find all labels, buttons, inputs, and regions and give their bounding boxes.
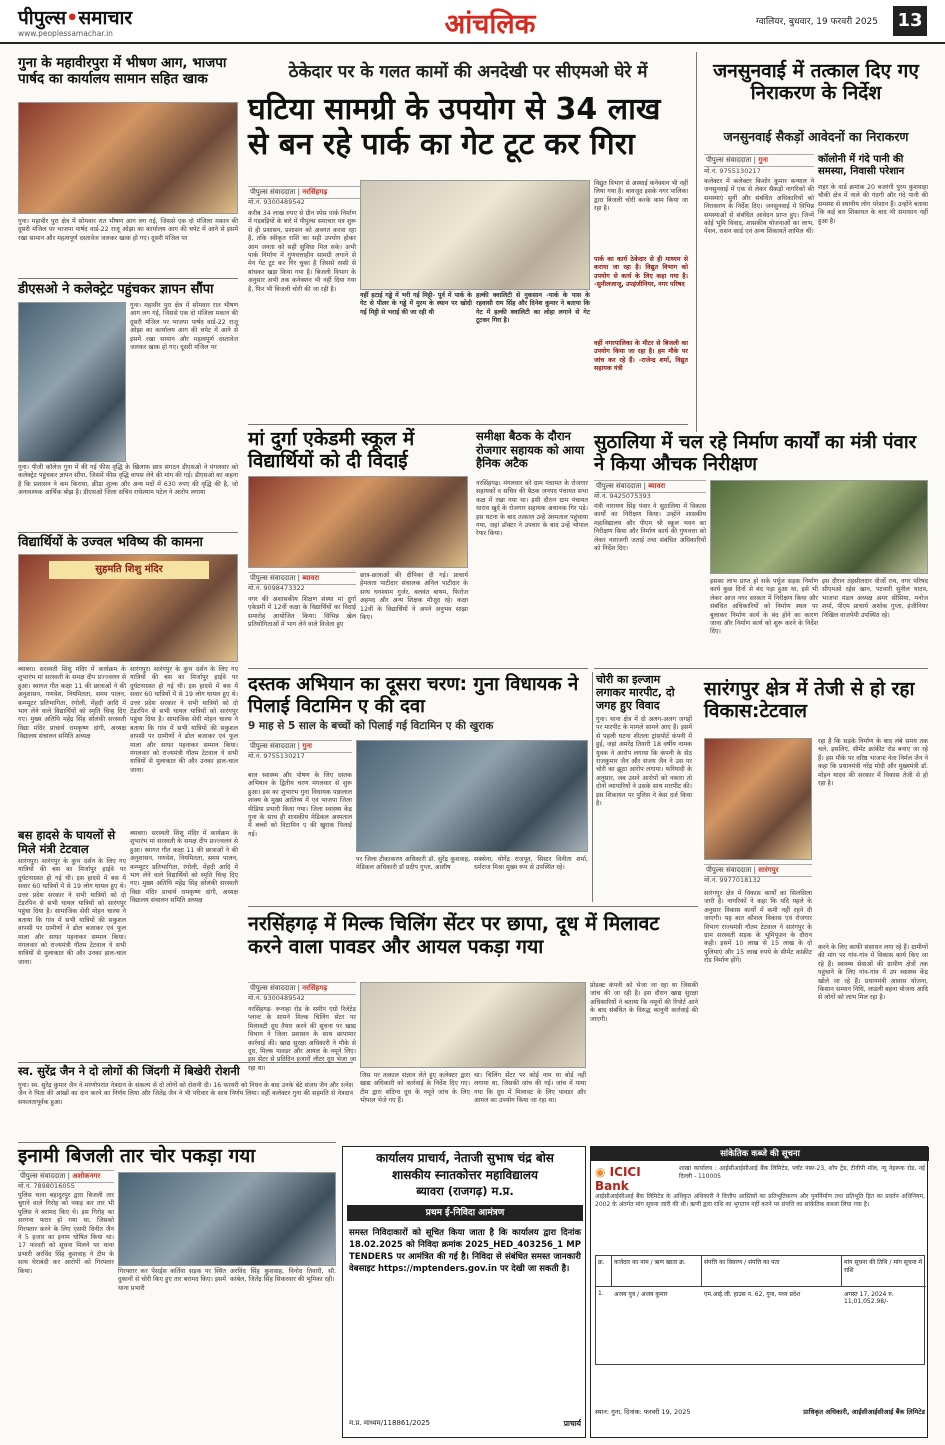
- dateline: ग्वालियर, बुधवार, 19 फरवरी 2025: [755, 17, 878, 27]
- byline-wire-thief: पीपुल्स संवाददाता | अशोकनगर: [18, 1170, 114, 1183]
- bank-name: ICICI Bank: [595, 1165, 641, 1193]
- byline-place: नरसिंहगढ़: [302, 984, 328, 992]
- byline-mobile: मो.नं. 9300489542: [248, 994, 305, 1002]
- photo-milk: [360, 982, 586, 1068]
- byline-mobile: मो.नं. 9977018132: [704, 876, 761, 884]
- byline-mobile: मो.नं. 9425075393: [594, 492, 651, 500]
- photo-fire: [18, 102, 238, 214]
- story-farewell-col2: छात्र-छात्राओं की दीपिका दी गई। प्राचार्य हेमलता पाटीदार संचालक अनिल पाटीदार के साथ घनश्याम गुर्जर, बलवंत बाथम, फिरोज अहमद और अन्य शिक्षक मौजूद रहे। कक्षा 12वीं के विद्यार्थियों ने अपने अनुभव साझा किए।: [360, 572, 468, 622]
- quote-sunil: पार्क का कार्य ठेकेदार से ही माध्यम से कराया जा रहा है। विद्युत विभाग को उपयोग से कार्य के लिए कहा गया है। -सुनीलजाजू, उपइंजीनियर, नगर परिषद: [594, 256, 688, 289]
- logo-dot-icon: •: [66, 7, 79, 29]
- logo-left: पीपुल्स: [18, 7, 67, 29]
- byline-sarangpur: पीपुल्स संवाददाता | सारंगपुर: [704, 864, 812, 877]
- headline-dso: डीएसओ ने कलेक्ट्रेट पहुंचकर ज्ञापन सौंपा: [18, 282, 214, 297]
- story-heart-attack: नरसिंहगढ़। मंगलवार को ग्राम पंचायत के रोजगार सहायकों व सचिव की बैठक जनपद पंचायत सभा कक्ष में रखा गया था। इसी दौरान ग्राम पंचायत धाराव खुर्द के रोजगार सहायक अचानक गिर पड़े। इस घटना के बाद तत्काल उन्हें अस्पताल पहुंचाया गया, जहां डॉक्टर ने उपचार के बाद उन्हें भोपाल रेफर किया।: [476, 480, 588, 538]
- tender-notice: [342, 1146, 586, 1438]
- tender-title: प्रथम ई-निविदा आमंत्रण: [347, 1205, 583, 1221]
- story-wire-col2: गिरफ्तार कर पेंसर्ड्स कर्तिवा सड़क पर स्थित दुकानों से चोरी किए हुए तार बरामद किए। इसमें थाना प्रभारी: [118, 1268, 226, 1292]
- quote-rajendra: वहीं नगरपालिका के मीटर से बिजली का उपयोग किया जा रहा है। हम मौके पर जांच कर रहे हैं। -राजेन्द्र शर्मा, विद्युत सहायक यंत्री: [594, 340, 688, 373]
- td-demand: अगस्त 17, 2024 रु. 11,01,052.98/-: [844, 1291, 894, 1305]
- logo-right: समाचार: [78, 7, 133, 29]
- photo-dastak: [356, 740, 588, 852]
- story-bus-col2: ब्याबरा। सरस्वती शिशु मंदिर में कार्यक्रम के शुभारंभ मां सरस्वती के समक्ष दीप प्रज्ज्वलन से हुआ। स्वागत गीत कक्षा 11 की छात्राओं ने की अनुशासन, गणवेश, नियमितता, समय पालन, कम्प्यूटर प्रतिभागिता, रंगोली, मेंहदी आदि में भाग लेने वाले विद्यार्थियों को स्मृति चिन्ह दिए गए। मुख्य अतिथि महेंद्र सिंह सोलंकी सरस्वती विद्या मंदिर प्राचार्य रामकृष्ण दांगी, अध्यक्ष विद्यालय संचालन समिति अध्यक्ष: [130, 830, 238, 905]
- story-dso-col2: गुना। महावीर पुरा क्षेत्र में सोमवार रात भीषण आग लग गई, जिससे एक दो मंजिला मकान की दूसरी मंजिल पर भाजपा पार्षद वार्ड-22 राजू ओझा का कार्यालय आग की चपेट में आने से इसमें रखा सामान और महत्वपूर्ण दस्तावेज जलकर खाक हो गए। दूसरी मंजिल पर: [130, 302, 238, 352]
- th-demand: मांग सूचना की तिथि / मांग सूचना में राशि: [844, 1259, 923, 1274]
- byline-park: पीपुल्स संवाददाता | नरसिंहगढ़: [248, 186, 438, 199]
- story-milk-col2: जिस पर तत्काल संज्ञान लेते हुए कलेक्टर द्वारा खाद्य अधिकारी को कार्रवाई के निर्देश दिए गए। टीम द्वारा संदिग्ध दूध के नमूने जांच के लिए भोपाल भेजे गए हैं।: [360, 1072, 470, 1105]
- story-dastak-col3: सक्सेना, योगेंद्र राजपूत, सिस्टर विनीता शर्मा, धर्मराज मिश्रा मुख्य रूप से उपस्थित रहे।: [474, 856, 588, 872]
- caption-soil: नहीं हटाई गड्ढे में भरी गई मिट्टी- पूर्व में पार्क के गेट से पीलर के गड्ढे में मुरम के स्थान पर खोदी गई मिट्टी से भराई की जा रही थी: [360, 292, 472, 316]
- th-borrower: कर्जदार का नाम / ऋण खाता क्र.: [612, 1256, 702, 1286]
- headline-farewell: मां दुर्गा एकेडमी स्कूल में विद्यार्थियों को दी विदाई: [248, 428, 415, 473]
- byline-milk: पीपुल्स संवाददाता | नरसिंहगढ़: [248, 982, 356, 995]
- story-theft-assault: गुना। थाना क्षेत्र में दो अलग-अलग जगहों पर मारपीट के मामले सामने आए हैं। इसमें से पहली घटना शीतला ट्रांसपोर्ट कंपनी में हुई, जहां अमरेंद्र तिवारी 18 वर्षीय नामक युवक ने आरोप लगाया कि कंपनी के सेठ राजकुमार जैन और संजय जैन ने उस पर चोरी का झूठा आरोप लगाया। फरियादी के अनुसार, जब उसने आरोपों को नकारा तो दोनों व्यापारियों ने उसके साथ मारपीट की। इस शिकायत पर पुलिस ने केस दर्ज किया है।: [596, 716, 692, 808]
- byline-place: ब्यावरा: [302, 574, 320, 582]
- tender-sign: प्राचार्य: [563, 1419, 581, 1428]
- story-wire-body: पुलिस थाना बहादुरपुर द्वारा बिजली तार चुराने वाले गिरोह को पकड़ कर तार भी पुलिस ने बरामद किए थे। इस गिरोह का सरगना फरार हो गया था, जिसको गिरफ्तार करने के लिए एसपी विनीत जैन ने 5 हजार का इनाम घोषित किया था। 17 फरवरी को सूचना मिलने पर थाना प्रभारी अरविंद सिंह कुशवाह ने टीम के साथ घेराबंदी कर आरोपी को गिरफ्तार किया।: [18, 1192, 114, 1275]
- headline-inspection: सुठालिया में चल रहे निर्माण कार्यों का मंत्री पंवार ने किया औचक निरीक्षण: [594, 432, 917, 475]
- td-sno: 1.: [598, 1290, 604, 1297]
- story-wire-col3: अरविंद सिंह कुशवाह, विनोद तिवारी, सौ. कांबेल, जितेंद्र सिंह सिकरवार की भूमिका रही।: [230, 1268, 336, 1284]
- story-sarangpur-col1: सारंगपुर क्षेत्र में विकास कार्यों का सिलसिला जारी है। नागरिकों ने कहा कि यदि पहले के अनुसार विकास कार्यों में कमी नहीं रहने दी जाएगी। यह बात कौशल विकास एवं रोजगार विभाग राज्यमंत्री गौतम टेटवाल ने सारंगपुर के ग्राम सरस्वती सड़क के भूमिपूजन के दौरान कही। इसमें 10 लाख से 15 लाख के दो पुलियाएं और 15 लाख रुपये के सीमेंट कांक्रीट रोड निर्माण होंगे।: [704, 890, 812, 965]
- photo-sarangpur: [704, 738, 812, 860]
- bank-body: आईसीआईसीआई बैंक लिमिटेड के अधिकृत अधिकारी ने वित्तीय आस्तियों का प्रतिभूतिकरण और पुनर्निर्माण तथा प्रतिभूति हित का प्रवर्तन अधिनियम, 2002 के अंतर्गत मांग सूचना जारी की थी। ऋणी द्वारा राशि का भुगतान नहीं करने पर संपत्ति का सांकेतिक कब्जा लिया गया है।: [595, 1193, 925, 1208]
- byline-mobile: मो.नं. 9755130217: [704, 167, 761, 175]
- photo-farewell: [248, 476, 468, 568]
- story-inspection-col1: मंत्री नारायण सिंह पंवार ने सुठालिया में विकास कार्यों का निरीक्षण किया। उन्होंने शासकीय महाविद्यालय और पीएम श्री स्कूल भवन का निरीक्षण किया और निर्माण कार्य की गुणवत्ता को लेकर नाराजगी जताई तथा संबंधित अधिकारियों को निर्देश दिए।: [594, 503, 706, 553]
- tender-place: ब्यावरा (राजगढ़) म.प्र.: [416, 1184, 514, 1198]
- story-dastak-col2: पर जिला टीकाकरण अधिकारी डॉ. सुरेंद्र कुशवाह, मेडिकल अधिकारी डॉ प्रदीप गुप्ता, आशीष: [356, 856, 470, 872]
- story-milk-col4: प्रोडक्ट कंपनी को भेजा जा रहा था जिसकी जांच की जा रही है। इस दौरान खाद्य सुरक्षा अधिकारियों ने बताया कि नमूनों की रिपोर्ट आने के बाद संबंधित के विरुद्ध कानूनी कार्रवाई की जाएगी।: [590, 982, 698, 1023]
- story-farewell-col1: नगर की अशासकीय शिक्षण संस्था मां दुर्गा एकेडमी में 12वीं कक्षा के विद्यार्थियों का विदाई समारोह आयोजित किया। विभिन्न खेल प्रतियोगिताओं में भाग लेने वाले विजेता हुए: [248, 596, 356, 629]
- story-inspection-col3: इस दौरान तहसीलदार वीर्जो राय, नगर परिषद सीएमओ रईस खान, पटवारी सुनील यादव, भाजपा मंडल अध्यक्ष अमर सीसिया, मनोज शर्मा, पीएम प्राचार्य अशोक गुप्ता, इंजीनियर निखिल वाजपेयी उपस्थित रहे।: [822, 578, 928, 619]
- story-milk-col3: था। चिलिंग सेंटर पर कोई नाम या बोर्ड नहीं लगाया था, जिसकी जांच की गई। जांच में पाया गया कि दूध में मिलावट के लिए पावडर और आयल का उपयोग किया जा रहा था।: [474, 1072, 586, 1105]
- section-title: आंचलिक: [444, 9, 536, 40]
- byline-place: नरसिंहगढ़: [302, 188, 328, 196]
- th-sno: क्र.: [596, 1256, 612, 1286]
- byline-name: पीपुल्स संवाददाता: [706, 866, 752, 874]
- bank-table: [595, 1255, 925, 1365]
- bank-footer: स्थान: गुना, दिनांक: फरवरी 19, 2025: [595, 1408, 691, 1416]
- subhead-dirty-water: कॉलोनी में गंदे पानी की समस्या, निवासी परेशान: [818, 154, 905, 177]
- byline-place: अशोकनगर: [72, 1172, 101, 1180]
- td-borrower: अजय पुत्र / अजय कुमार: [614, 1291, 668, 1298]
- story-bus-body: सारंगपुर। सारंगपुर के कुंभ दर्शन के लिए गए यात्रियों की बस का मिर्जापुर हाईवे पर दुर्घटनाग्रस्त हो गई थी। इस हादसे में बस में सवार 60 यात्रियों में से 19 लोग घायल हुए थे। उत्तर प्रदेश सरकार ने सभी यात्रियों को दो टेंडरपिन से सभी घायल यात्रियों को सारंगपुर पहुंचा दिया है। सामाजिक सेवी मोहन चाल्स ने बताया कि गांव में सभी यात्रियों की सकुशल वापसी पर ग्रामीणों ने ढोल बजाकर एवं फूल माला और साफा पहनाकर सम्मान किया। मंगलवार को राज्यमंत्री गौतम टेटवाल ने सभी यात्रियों से मुलाकात की और उनका हाल-चाल जाना।: [18, 858, 126, 966]
- tender-college: शासकीय स्नातकोत्तर महाविद्यालय: [392, 1168, 538, 1182]
- headline-sarangpur: सारंगपुर क्षेत्र में तेजी से हो रहा विकास:टेटवाल: [704, 678, 915, 723]
- photo-park-gate: [360, 180, 590, 290]
- headline-bus-accident: बस हादसे के घायलों से मिले मंत्री टेटवाल: [18, 828, 116, 856]
- subhead-dastak: 9 माह से 5 साल के बच्चों को पिलाई गई विटामिन ए की खुराक: [248, 720, 494, 732]
- byline-inspection: पीपुल्स संवाददाता | ब्यावरा: [594, 480, 706, 493]
- headline-students: विद्यार्थियों के उज्वल भविष्य की कामना: [18, 535, 203, 550]
- headline-jansunwai: जनसुनवाई में तत्काल दिए गए निराकरण के निर्देश: [713, 60, 919, 105]
- story-students-col2: सारंगपुर। सारंगपुर के कुंभ दर्शन के लिए गए यात्रियों की बस का मिर्जापुर हाईवे पर दुर्घटनाग्रस्त हो गई थी। इस हादसे में बस में सवार 60 यात्रियों में से 19 लोग घायल हुए थे। उत्तर प्रदेश सरकार ने सभी यात्रियों को दो टेंडरपिन से सभी घायल यात्रियों को सारंगपुर पहुंचा दिया है। सामाजिक सेवी मोहन चाल्स ने बताया कि गांव में सभी यात्रियों की सकुशल वापसी पर ग्रामीणों ने ढोल बजाकर एवं फूल माला और साफा पहनाकर सम्मान किया। मंगलवार को राज्यमंत्री गौतम टेटवाल ने सभी यात्रियों से मुलाकात की और उनका हाल-चाल जाना।: [130, 666, 238, 774]
- bank-notice: [590, 1146, 928, 1438]
- byline-mobile: मो.नं. 9098473322: [248, 584, 305, 592]
- tender-body: समस्त निविदाकारों को सूचित किया जाता है कि कार्यालय द्वारा दिनांक 18.02.2025 को निविदा क्रमांक 2025_HED_403256_1 MP TENDERS पर आमंत्रित की गई है। निविदा से संबंधित समस्त जानकारी वेबसाइट https://mptenders.gov.in पर देखी जा सकती है।: [349, 1228, 581, 1274]
- story-jansunwai-col1: कलेक्टर में कलेक्टर किशोर कुमार कन्याल ने जनसुनवाई में एक से लेकर सैकड़ों नागरिकों की समस्याएं सुनीं और संबंधित अधिकारियों को निराकरण के निर्देश दिए। जनसुनवाई में विभिन्न समस्याओं से संबंधित आवेदन प्राप्त हुए। जिन्में कोई भूमि विवाद, शासकीय योजनाओं का लाभ, पेंशन, राशन कार्ड एवं अन्य शिकायतें शामिल थीं।: [704, 178, 814, 236]
- byline-name: पीपुल्स संवाददाता: [706, 156, 752, 164]
- byline-dastak: पीपुल्स संवाददाता | गुना: [248, 740, 352, 753]
- story-students-col1: ब्याबरा। सरस्वती शिशु मंदिर में कार्यक्रम के शुभारंभ मां सरस्वती के समक्ष दीप प्रज्ज्वलन से हुआ। स्वागत गीत कक्षा 11 की छात्राओं ने की अनुशासन, गणवेश, नियमितता, समय पालन, कम्प्यूटर प्रतिभागिता, रंगोली, मेंहदी आदि में भाग लेने वाले विद्यार्थियों को स्मृति चिन्ह दिए गए। मुख्य अतिथि महेंद्र सिंह सोलंकी सरस्वती विद्या मंदिर प्राचार्य रामकृष्ण दांगी, अध्यक्ष विद्यालय संचालन समिति अध्यक्ष: [18, 666, 126, 741]
- story-park-col1: करीब 34 लाख रुपए से ग्रीन स्पेस पार्क निर्माण में गड़बड़ियों के बारे में पीपुल्स समाचार पत्र शुरू से ही प्रशासन, प्रशासन को अवगत करवा रहा है, तकि स्वीकृत राशि का सही उपयोग होकर आम जनता को सही सुविधा मिल सके। अभी पार्क निर्माण में गुणवत्ताहीन सामग्री लगाने से मेन गेट टूट कर गिर चुका है जिससे रस्सी से बांधकर खड़ा किया गया है। बिजली विभाग के अनुसार अभी तक कनेक्शन भी नहीं दिया गया है, फिर भी बिजली चोरी की जा रही है।: [248, 210, 356, 293]
- byline-name: पीपुल्स संवाददाता: [250, 742, 296, 750]
- td-property: एम.आई.जी. हाउस न. 62, गुना, मध्य प्रदेश: [704, 1291, 801, 1298]
- photo-police-arrest: [118, 1172, 336, 1266]
- story-milk-col1: नरसिंहगढ़- रूनाहा रोड के समीप एग्रो रिलेटेड प्लान्ट के सामने मिल्क चिलिंग सेंटर पर मिलावटी दूध तैयार करने की सूचना पर खाद्य विभाग ने जिला प्रशासन के साथ छापामार कार्रवाई की। खाद्य सुरक्षा अधिकारी ने मौके से दूध, मिल्क पावडर और आयल के नमूने लिए। इस सेंटर से प्रतिदिन हजारों लीटर दूध भेजा जा रहा था।: [248, 1006, 356, 1072]
- caption-quality: हल्की क्वालिटी से नुकसान -पार्क के पास के रहवासी राम सिंह और दिनेश कुमार ने बताया कि गेट में हल्की क्वालिटी का लोहा लगाने से गेट टूटकर गिरा है।: [476, 292, 590, 325]
- byline-name: पीपुल्स संवाददाता: [250, 574, 296, 582]
- website-link[interactable]: www.peoplessamachar.in: [18, 29, 113, 38]
- story-dso-body: गुना। पीजी कॉलेज गुना में की गई फीस वृद्धि के खिलाफ छात्र संगठन डीएसओ ने मंगलवार को कलेक्ट्रेट पहुंचकर ज्ञापन सौंपा, जिसमें फीस वृद्धि वापस लेने की मांग की गई। डीएसओ का कहना है कि प्रशासन ने कम किराया, क्रीडा शुल्क और अन्य मदों में 630 रुपए की वृद्धि की है, जो अनावश्यक आर्थिक बोझ है। डीएसओ जिला सचिव राधेश्याम पटेल ने आरोप लगाया: [18, 464, 238, 497]
- byline-jansunwai: पीपुल्स संवाददाता | गुना: [704, 154, 814, 167]
- kicker-park: ठेकेदार पर के गलत कामों की अनदेखी पर सीएमओ घेरे में: [288, 62, 648, 82]
- headline-heart-attack: समीक्षा बैठक के दौरान रोजगार सहायक को आया हैनिक अटैक: [476, 429, 584, 471]
- headline-wire-thief: इनामी बिजली तार चोर पकड़ा गया: [18, 1145, 256, 1167]
- tender-office: कार्यालय प्राचार्य, नेताजी सुभाष चंद्र बोस: [376, 1151, 554, 1165]
- subhead-jansunwai: जनसुनवाई सैकड़ों आवेदनों का निराकरण: [723, 129, 909, 144]
- headline-dastak: दस्तक अभियान का दूसरा चरण: गुना विधायक ने पिलाई विटामिन ए की दवा: [248, 674, 579, 717]
- story-inspection-col2: इसका लाभ प्राप्त हो सके पर्यूज सड़क निर्माण कार्य कुछ दिनों से बंद पड़ा हुआ था, इसे भी लेकर आज नगर सरकार में निरीक्षण किया और संबंधित अधिकारियों को निर्माण स्थल पर बुलाकर निर्माण कार्य के बंद होने का कारण जाना और निर्माण कार्य को शुरू करने के निर्देश दिए।: [710, 578, 818, 636]
- headline-theft-assault: चोरी का इल्जाम लगाकर मारपीट, दो जगह हुए विवाद: [596, 673, 675, 712]
- icici-logo: [595, 1165, 675, 1193]
- story-sarangpur-right: रहा है कि सड़के निर्माण के बाद लंबे समय तक चले, इसलिए, सीमेंट क्रांकीट रोड बनाए जा रहे हैं। इस मौके पर वरिष्ठ भाजपा नेता निर्मल जैन ने कहा कि प्रधानमंत्री नरेंद्र मोदी और मुख्यमंत्री डॉ. मोहन यादव की सरकार में विकास तेजी से हो रहा है।: [818, 738, 928, 788]
- page-number: 13: [893, 6, 927, 36]
- story-park-col3: विद्युत विभाग से अस्थाई कनेक्शन भी नहीं लिया गया है। बावजूद इसके नगर पालिका द्वारा बिजली चोरी करके काम किया जा रहा है।: [594, 180, 688, 213]
- story-eye-body: गुना। स्व. सुरेंद्र कुमार जैन ने मरणोपरांत नेत्रदान के संकल्प से दो लोगों को रोशनी दी। 16 फरवरी को निधन के बाद उनके बेटे संजय जैन और रत्नेश जैन ने पिता की आंखों का दान करने का निर्णय लिया और जितेंद्र जैन ने भी परिवार के साथ निर्णय लिया। वहीं कलेक्टर गुना की सहमति से नेत्रदान सफलतापूर्वक हुआ।: [18, 1082, 353, 1106]
- byline-place: गुना: [302, 742, 312, 750]
- byline-farewell: पीपुल्स संवाददाता | ब्यावरा: [248, 572, 356, 585]
- byline-name: पीपुल्स संवाददाता: [596, 482, 642, 490]
- th-property: संपत्ति का विवरण / संपत्ति का पता: [702, 1256, 842, 1286]
- stage-banner: सुहमति शिशु मंदिर: [49, 561, 209, 579]
- byline-mobile: मो.नं. 7898016055: [18, 1182, 75, 1190]
- bank-notice-header: सांकेतिक कब्जे की सूचना: [591, 1147, 929, 1161]
- byline-name: पीपुल्स संवाददाता: [250, 984, 296, 992]
- byline-place: सारंगपुर: [758, 866, 779, 874]
- story-dirty-water: शहर के वार्ड क्रमांक 20 बजरंगी पुरम कुशवाहा चौकी क्षेत्र में नाले की गंदगी और गंदे पानी की समस्या से स्थानीय लोग परेशान हैं। उन्होंने बताया कि कई बार शिकायत के बाद भी समाधान नहीं हुआ है।: [818, 184, 928, 225]
- tender-ref: म.प्र. माध्यम/118861/2025: [349, 1419, 430, 1427]
- byline-place: गुना: [758, 156, 768, 164]
- byline-name: पीपुल्स संवाददाता: [250, 188, 296, 196]
- byline-mobile: मो.नं. 9755130217: [248, 752, 305, 760]
- masthead: [0, 0, 945, 44]
- photo-school-stage: [18, 554, 238, 662]
- headline-milk: नरसिंहगढ़ में मिल्क चिलिंग सेंटर पर छापा, दूध में मिलावट करने वाला पावडर और आयल पकड़ा गया: [248, 912, 660, 958]
- icici-logo-icon: ◉: [595, 1165, 606, 1179]
- byline-place: ब्यावरा: [648, 482, 666, 490]
- story-sarangpur-col2: करने के लिए काफी संसाधन लगा रहे हैं। ग्रामीणों की मांग पर गांव-गांव में विकास कार्य किए जा रहे हैं। स्वास्थ्य सेवाओं की ग्रामीण क्षेत्रों तक पहुंचाने के लिए गांव-गांव में उप स्वास्थ्य केंद्र खोले जा रहे हैं। प्रधानमंत्री आवास योजना, किसान सम्मान निधि, लाडली बहना योजना आदि से लोगों को लाभ मिल रहा है।: [818, 944, 928, 1002]
- bank-sign: प्राधिकृत अधिकारी, आईसीआईसीआई बैंक लिमिटेड: [803, 1408, 925, 1416]
- headline-park: घटिया सामग्री के उपयोग से 34 लाख से बन रहे पार्क का गेट टूट कर गिरा: [248, 92, 661, 163]
- byline-mobile: मो.नं. 9300489542: [248, 198, 305, 206]
- story-fire-body: गुना। महावीर पुरा क्षेत्र में सोमवार रात भीषण आग लग गई, जिससे एक दो मंजिला मकान की दूसरी मंजिल पर भाजपा पार्षद वार्ड-22 राजू ओझा का कार्यालय आग की चपेट में आने से इसमें रखा सामान और महत्वपूर्ण दस्तावेज जलकर खाक हो गए। दूसरी मंजिल पर: [18, 218, 238, 242]
- photo-dso: [18, 302, 126, 462]
- story-dastak-col1: बाल स्वास्थ्य और पोषण के लिए दस्तक अभियान के द्वितीय चरण मंगलवार से शुरू हुआ। इस का शुभारंभ गुना विधायक पन्नालाल शाक्य के मुख्य आतिथ्य में एवं भाजपा जिला मीडिया प्रभारी किया गया। जिला स्वास्थ्य केंद्र गुना के साथ ही शासकीय मेडिकल अस्पताल में बच्चों को विटामिन ए की खुराक पिलाई गई।: [248, 772, 352, 838]
- newspaper-logo: [18, 4, 188, 28]
- photo-inspection: [710, 480, 928, 574]
- bank-office: शाखा कार्यालय : आईसीआईसीआई बैंक लिमिटेड, प्लॉट नंबर-23, शॉप ट्रेंड, टीवीपी मॉल, न्यू नेहरूक रोड, नई दिल्ली - 110005: [679, 1165, 925, 1180]
- headline-fire: गुना के महावीरपुरा में भीषण आग, भाजपा पार्षद का कार्यालय सामान सहित खाक: [18, 55, 227, 87]
- headline-eye-donation: स्व. सुरेंद्र जैन ने दो लोगों की जिंदगी में बिखेरी रोशनी: [18, 1064, 240, 1078]
- byline-name: पीपुल्स संवाददाता: [20, 1172, 66, 1180]
